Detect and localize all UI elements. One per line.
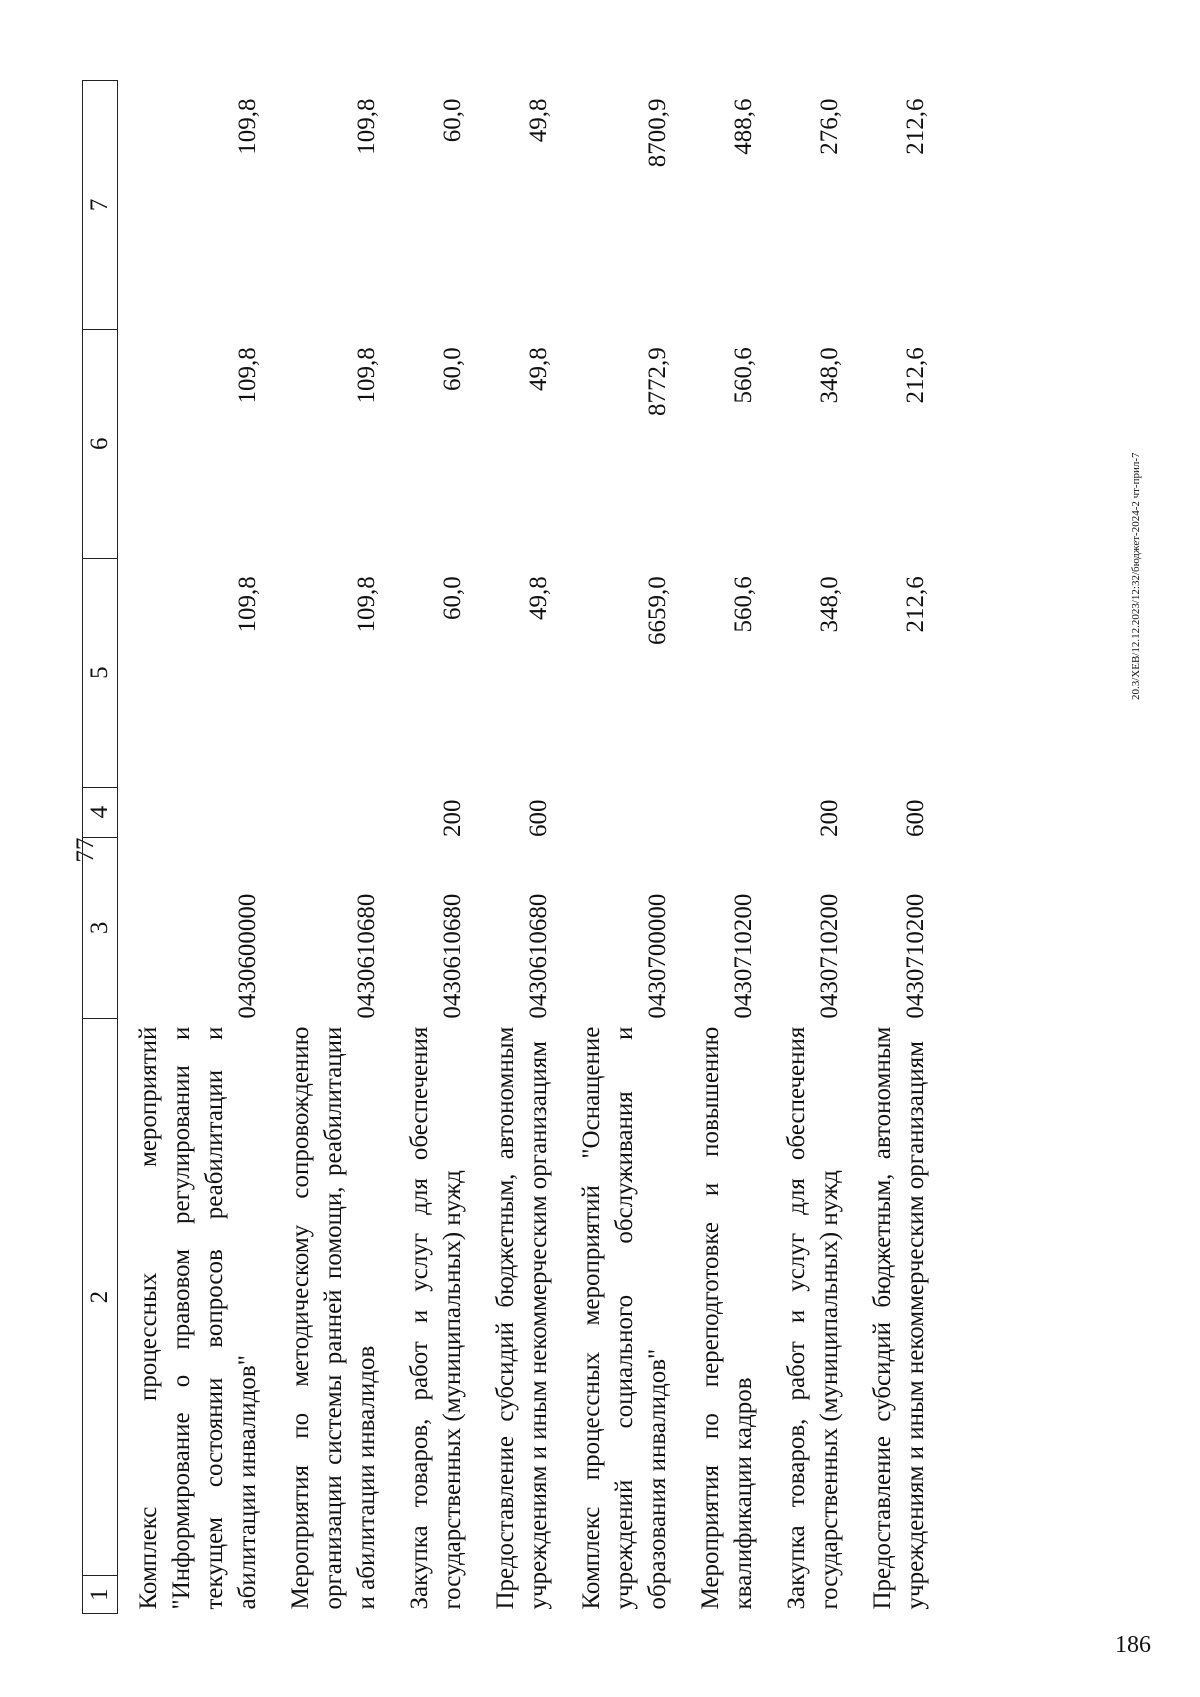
row-description: Закупка товаров, работ и услуг для обеспечения государственных (муниципальных) нужд — [783, 1026, 843, 1610]
row-code: 0430610680 — [525, 893, 552, 1019]
row-description: Комплекс процессных мероприятий "Информирование о правовом регулировании и текущем состоянии вопросов реабилитации и абилитации инвалидов" — [135, 1026, 261, 1610]
row-type: 200 — [439, 799, 466, 838]
row-code: 0430610680 — [353, 893, 380, 1019]
budget-table — [82, 80, 938, 1614]
table-row — [118, 81, 271, 1614]
row-value-7: 8700,9 — [644, 98, 671, 168]
row-value-5: 560,6 — [730, 576, 757, 633]
row-code: 0430700000 — [644, 893, 671, 1019]
row-value-6: 348,0 — [816, 347, 843, 404]
row-code: 0430710200 — [816, 893, 843, 1019]
header-row — [83, 81, 118, 1614]
row-value-5: 212,6 — [902, 576, 929, 633]
page-number: 77 — [72, 837, 99, 863]
row-code: 0430600000 — [234, 893, 261, 1019]
row-type: 200 — [816, 799, 843, 838]
row-value-7: 49,8 — [525, 98, 552, 143]
row-type: 600 — [902, 799, 929, 838]
row-description: Мероприятия по переподготовке и повышению квалификации кадров — [697, 1026, 757, 1610]
row-value-5: 109,8 — [353, 576, 380, 633]
row-value-7: 109,8 — [234, 98, 261, 155]
table-row — [852, 81, 938, 1614]
row-value-5: 49,8 — [525, 576, 552, 620]
sheet-number: 186 — [1115, 1632, 1151, 1658]
row-description: Комплекс процессных мероприятий "Оснащение учреждений социального обслуживания и образования инвалидов" — [578, 1026, 671, 1610]
row-type — [561, 787, 680, 837]
table-row — [389, 81, 475, 1614]
row-value-6: 8772,9 — [644, 347, 671, 417]
table-row — [270, 81, 389, 1614]
row-value-6: 109,8 — [234, 347, 261, 404]
column-header: 5 — [83, 558, 118, 787]
row-value-7: 109,8 — [353, 98, 380, 155]
row-value-5: 109,8 — [234, 576, 261, 633]
row-value-7: 488,6 — [730, 98, 757, 155]
row-value-6: 560,6 — [730, 347, 757, 404]
row-type — [118, 787, 271, 837]
document-reference: 20.3/ХЕВ/12.12.2023/12:32/бюджет-2024-2 чт-прил-7 — [1130, 452, 1142, 700]
row-value-6: 109,8 — [353, 347, 380, 404]
row-code: 0430710200 — [902, 893, 929, 1019]
column-header: 4 — [83, 787, 118, 837]
column-header: 2 — [83, 1019, 118, 1576]
table-row — [680, 81, 766, 1614]
column-header: 7 — [83, 81, 118, 330]
rotated-page — [72, 80, 1130, 1620]
column-header: 1 — [83, 1576, 118, 1614]
row-description: Закупка товаров, работ и услуг для обеспечения государственных (муниципальных) нужд — [406, 1026, 466, 1610]
row-value-7: 212,6 — [902, 98, 929, 155]
row-type: 600 — [525, 799, 552, 838]
row-value-6: 212,6 — [902, 347, 929, 404]
row-value-7: 276,0 — [816, 98, 843, 155]
column-header: 3 — [83, 837, 118, 1019]
row-value-7: 60,0 — [439, 98, 466, 143]
row-description: Предоставление субсидий бюджетным, автономным учреждениям и иным некоммерческим организациям — [492, 1026, 552, 1610]
table-row — [475, 81, 561, 1614]
column-header: 6 — [83, 329, 118, 558]
row-description: Мероприятия по методическому сопровождению организации системы ранней помощи, реабилитации и абилитации инвалидов — [287, 1026, 380, 1610]
row-type — [270, 787, 389, 837]
row-code: 0430710200 — [730, 893, 757, 1019]
table-row — [766, 81, 852, 1614]
table-row — [561, 81, 680, 1614]
row-code: 0430610680 — [439, 893, 466, 1019]
row-value-5: 6659,0 — [644, 576, 671, 645]
row-value-6: 49,8 — [525, 347, 552, 392]
row-value-5: 348,0 — [816, 576, 843, 633]
row-description: Предоставление субсидий бюджетным, автономным учреждениям и иным некоммерческим организациям — [869, 1026, 929, 1610]
row-type — [680, 787, 766, 837]
row-value-5: 60,0 — [439, 576, 466, 620]
row-value-6: 60,0 — [439, 347, 466, 392]
